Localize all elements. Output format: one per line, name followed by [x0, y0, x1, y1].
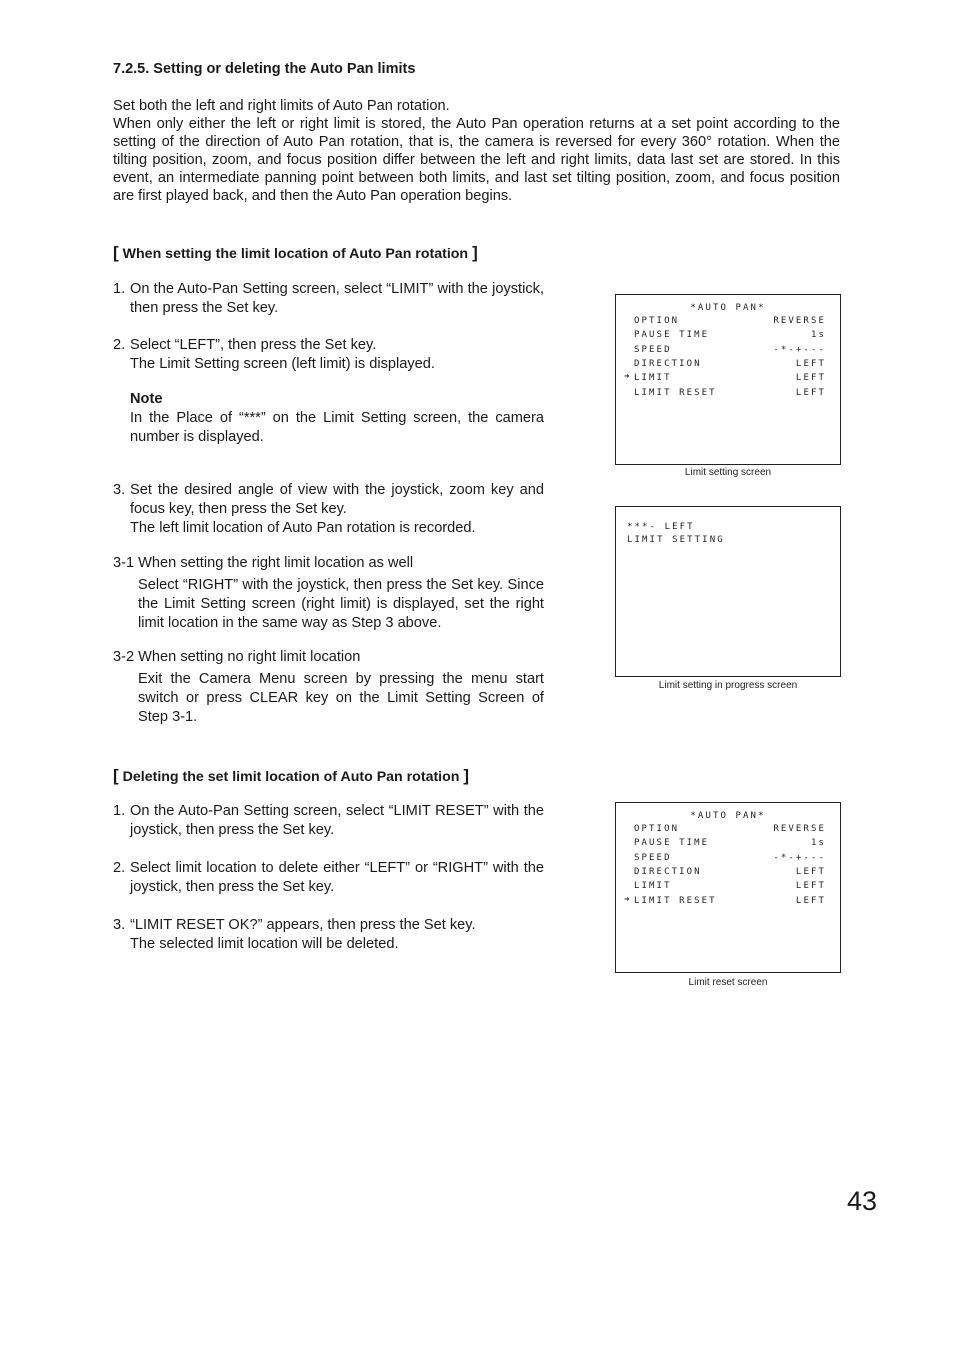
step-subtext: The Limit Setting screen (left limit) is displayed. [130, 356, 435, 372]
row-value: LEFT [795, 867, 826, 877]
set-step-3-1 [113, 554, 544, 633]
section-title-text: Deleting the set limit location of Auto Pan rotation [122, 769, 460, 785]
substep-title: 3-2 When setting no right limit location [113, 649, 361, 665]
menu-row-pause-time [634, 838, 826, 850]
menu-row-direction [634, 359, 826, 371]
row-label: SPEED [634, 853, 672, 863]
row-label: LIMIT [634, 881, 672, 891]
row-label: DIRECTION [634, 359, 702, 369]
step-text: Set the desired angle of view with the joystick, zoom key and focus key, then press the Set key. [130, 482, 544, 517]
step-subtext: The selected limit location will be deleted. [130, 936, 399, 952]
screen-caption: Limit reset screen [688, 977, 768, 988]
substep-title: 3-1 When setting the right limit location as well [113, 555, 414, 571]
menu-row-limit-reset [634, 388, 826, 400]
row-value: -*-+--- [773, 345, 826, 355]
screen-line-2: LIMIT SETTING [627, 535, 725, 545]
substep-text: Exit the Camera Menu screen by pressing the menu start switch or press CLEAR key on the Limit Setting Screen of Step 3-1. [138, 671, 544, 725]
step-number: 1. [113, 281, 126, 297]
bracket-open: [ [113, 766, 119, 785]
row-label: SPEED [634, 345, 672, 355]
limit-reset-screen [615, 802, 841, 973]
step-text: On the Auto-Pan Setting screen, select “LIMIT RESET” with the joystick, then press the Set key. [130, 803, 544, 838]
set-step-3 [113, 481, 544, 538]
screen-line-1: ***- LEFT [627, 522, 695, 532]
intro-paragraph [113, 97, 840, 205]
step-number: 1. [113, 803, 126, 819]
step-subtext: The left limit location of Auto Pan rotation is recorded. [130, 520, 476, 536]
cursor-arrow-icon: ➜ [624, 895, 630, 905]
bracket-close: ] [463, 766, 470, 785]
bracket-close: ] [472, 243, 478, 262]
set-step-1 [113, 280, 544, 318]
row-label: DIRECTION [634, 867, 702, 877]
menu-row-speed [634, 853, 826, 865]
row-label: OPTION [634, 824, 680, 834]
step-text: On the Auto-Pan Setting screen, select “LIMIT” with the joystick, then press the Set key. [130, 281, 544, 316]
note-block [113, 390, 544, 447]
row-label: LIMIT RESET [634, 388, 717, 398]
intro-body: When only either the left or right limit is stored, the Auto Pan operation returns at a set point according to the setting of the direction of Auto Pan rotation, that is, the camera is reversed for every 360° rotation. When the tilting position, zoom, and focus position differ between the left and right limits, data last set are stored. In this event, an intermediate panning point between both limits, and last set tilting position, zoom, and focus position are first played back, and then the Auto Pan operation begins. [113, 116, 840, 204]
step-number: 3. [113, 917, 126, 933]
row-value: REVERSE [773, 316, 826, 326]
section-title-delete-limit [113, 766, 469, 786]
cursor-arrow-icon: ➜ [624, 372, 630, 382]
step-number: 2. [113, 860, 126, 876]
row-value: LEFT [795, 881, 826, 891]
note-text: In the Place of “***” on the Limit Setting screen, the camera number is displayed. [130, 410, 544, 445]
section-title-set-limit [113, 243, 478, 263]
intro-line-1: Set both the left and right limits of Auto Pan rotation. [113, 98, 450, 114]
menu-row-option [634, 824, 826, 836]
row-label: LIMIT [634, 373, 672, 383]
delete-step-1 [113, 802, 544, 840]
limit-setting-screen [615, 294, 841, 465]
screen-title: *AUTO PAN* [690, 303, 766, 313]
step-number: 3. [113, 482, 126, 498]
screen-title: *AUTO PAN* [690, 811, 766, 821]
menu-row-option [634, 316, 826, 328]
menu-row-direction [634, 867, 826, 879]
row-value: LEFT [795, 896, 826, 906]
limit-setting-progress-screen [615, 506, 841, 677]
menu-row-speed [634, 345, 826, 357]
row-value: 1s [810, 330, 826, 340]
menu-row-limit-reset [624, 895, 826, 908]
row-label: OPTION [634, 316, 680, 326]
step-text: Select limit location to delete either “LEFT” or “RIGHT” with the joystick, then press the Set key. [130, 860, 544, 895]
substep-text: Select “RIGHT” with the joystick, then press the Set key. Since the Limit Setting screen (right limit) is displayed, set the right limit location in the same way as Step 3 above. [138, 577, 544, 631]
bracket-open: [ [113, 243, 119, 262]
row-value: 1s [810, 838, 826, 848]
row-value: LEFT [795, 388, 826, 398]
set-step-3-2 [113, 648, 544, 727]
page-number: 43 [847, 1186, 878, 1216]
row-value: LEFT [795, 373, 826, 383]
screen-caption: Limit setting screen [684, 467, 772, 478]
row-label: PAUSE TIME [634, 330, 710, 340]
row-label: PAUSE TIME [634, 838, 710, 848]
step-text: Select “LEFT”, then press the Set key. [130, 337, 377, 353]
menu-row-limit [624, 372, 826, 385]
row-value: -*-+--- [773, 853, 826, 863]
section-heading: 7.2.5. Setting or deleting the Auto Pan limits [113, 61, 416, 77]
row-value: LEFT [795, 359, 826, 369]
step-text: “LIMIT RESET OK?” appears, then press the Set key. [130, 917, 476, 933]
menu-row-limit [634, 881, 826, 893]
menu-row-pause-time [634, 330, 826, 342]
row-value: REVERSE [773, 824, 826, 834]
screen-caption: Limit setting in progress screen [658, 680, 798, 691]
section-title-text: When setting the limit location of Auto Pan rotation [122, 246, 469, 262]
note-title: Note [130, 391, 163, 407]
row-label: LIMIT RESET [634, 896, 717, 906]
set-step-2 [113, 336, 544, 374]
delete-step-2 [113, 859, 544, 897]
delete-step-3 [113, 916, 544, 954]
step-number: 2. [113, 337, 126, 353]
